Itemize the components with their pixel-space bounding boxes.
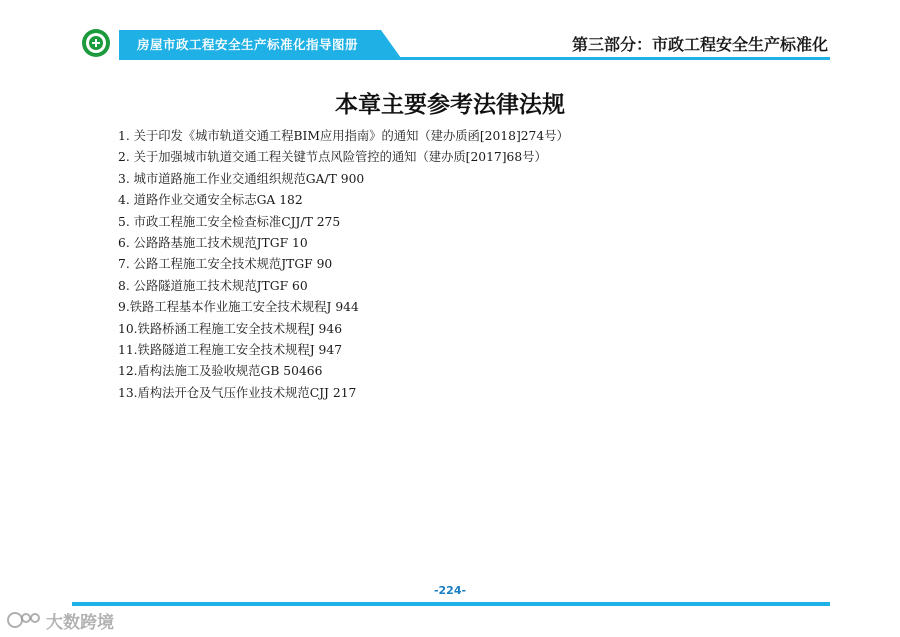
header-divider <box>119 57 830 60</box>
watermark-text: 大数跨境 <box>46 612 114 633</box>
watermark-logo-icon <box>6 609 42 631</box>
list-item: 6. 公路路基施工技术规范JTGF 10 <box>118 235 308 250</box>
safety-cross-icon <box>82 29 110 57</box>
footer-divider <box>72 602 830 606</box>
list-item: 8. 公路隧道施工技术规范JTGF 60 <box>118 278 308 293</box>
list-item: 4. 道路作业交通安全标志GA 182 <box>118 193 303 208</box>
section-title: 第三部分：市政工程安全生产标准化 <box>571 35 828 54</box>
list-item: 7. 公路工程施工安全技术规范JTGF 90 <box>118 257 333 272</box>
list-item: 5. 市政工程施工安全检查标准CJJ/T 275 <box>118 214 341 229</box>
list-item: 11.铁路隧道工程施工安全技术规程J 947 <box>118 342 343 357</box>
list-item: 10.铁路桥涵工程施工安全技术规程J 946 <box>118 321 343 336</box>
list-item: 3. 城市道路施工作业交通组织规范GA/T 900 <box>118 171 365 186</box>
page-title: 本章主要参考法律法规 <box>335 91 565 118</box>
list-item: 13.盾构法开仓及气压作业技术规范CJJ 217 <box>118 385 357 400</box>
banner-title: 房屋市政工程安全生产标准化指导图册 <box>137 37 359 52</box>
page-number: -224- <box>433 584 467 597</box>
reference-list <box>118 126 838 404</box>
list-item: 2. 关于加强城市轨道交通工程关键节点风险管控的通知（建办质[2017]68号） <box>118 150 547 165</box>
watermark <box>6 608 114 632</box>
list-item: 1. 关于印发《城市轨道交通工程BIM应用指南》的通知（建办质函[2018]274号） <box>118 129 569 143</box>
list-item: 12.盾构法施工及验收规范GB 50466 <box>118 364 323 379</box>
page-header <box>0 0 900 70</box>
list-item: 9.铁路工程基本作业施工安全技术规程J 944 <box>118 300 359 315</box>
